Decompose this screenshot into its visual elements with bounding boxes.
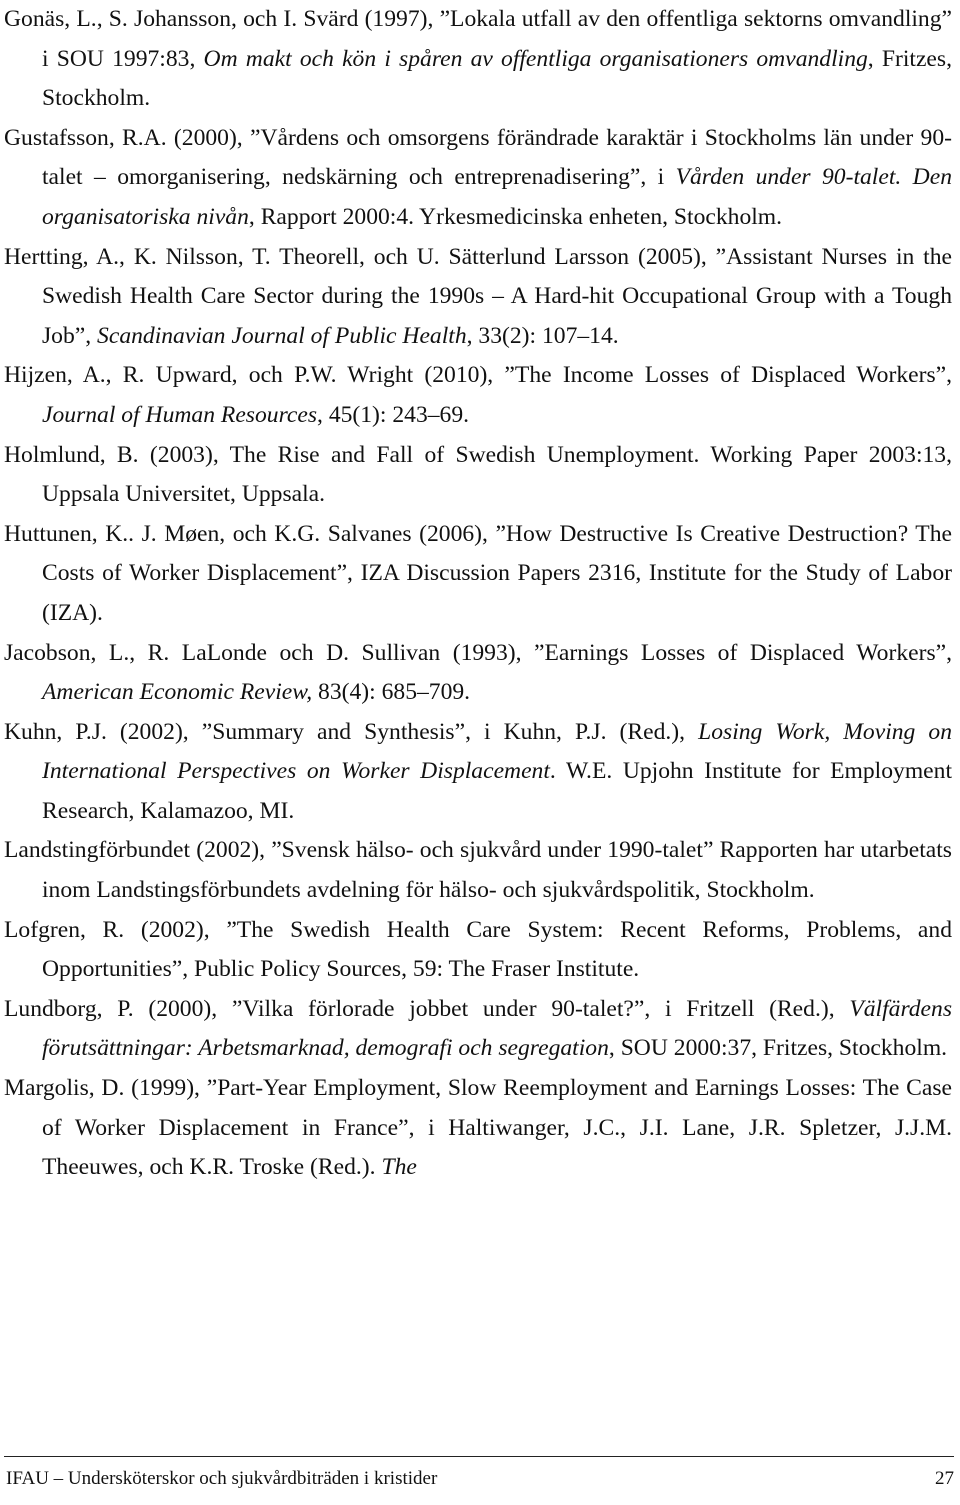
- footer-divider: [4, 1456, 954, 1457]
- reference-hertting: Hertting, A., K. Nilsson, T. Theorell, och U. Sätterlund Larsson (2005), ”Assistant Nurses in the Swedish Health Care Sector during the 1990s – A Hard-hit Occupational Group with a Tough Job”, Scandinavian Journal of Public Health, 33(2): 107–14.: [4, 243, 952, 349]
- reference-lundborg: Lundborg, P. (2000), ”Vilka förlorade jobbet under 90-talet?”, i Fritzell (Red.), Välfärdens förutsättningar: Arbetsmarknad, demografi och segregation, SOU 2000:37, Fritzes, Stockholm.: [4, 995, 952, 1062]
- reference-huttunen: Huttunen, K.. J. Møen, och K.G. Salvanes (2006), ”How Destructive Is Creative Destruction? The Costs of Worker Displacement”, IZA Discussion Papers 2316, Institute for the Study of Labor (IZA).: [4, 520, 952, 626]
- reference-hijzen: Hijzen, A., R. Upward, och P.W. Wright (2010), ”The Income Losses of Displaced Workers”, Journal of Human Resources, 45(1): 243–69.: [4, 362, 952, 428]
- reference-lofgren: Lofgren, R. (2002), ”The Swedish Health Care System: Recent Reforms, Problems, and Opportunities”, Public Policy Sources, 59: The Fraser Institute.: [4, 916, 952, 983]
- reference-list: [4, 0, 952, 1188]
- reference-jacobson: Jacobson, L., R. LaLonde och D. Sullivan (1993), ”Earnings Losses of Displaced Workers”, American Economic Review, 83(4): 685–709.: [4, 639, 952, 706]
- reference-gonas: Gonäs, L., S. Johansson, och I. Svärd (1997), ”Lokala utfall av den offentliga sektorns omvandling” i SOU 1997:83, Om makt och kön i spåren av offentliga organisationers omvandling, Fritzes, Stockholm.: [4, 6, 952, 112]
- footer-title: IFAU – Undersköterskor och sjukvårdbiträden i kristider: [6, 1468, 438, 1489]
- page-footer: [6, 1466, 954, 1492]
- reference-kuhn: Kuhn, P.J. (2002), ”Summary and Synthesis”, i Kuhn, P.J. (Red.), Losing Work, Moving on International Perspectives on Worker Displacement. W.E. Upjohn Institute for Employment Research, Kalamazoo, MI.: [4, 718, 953, 824]
- page-number: 27: [935, 1468, 954, 1489]
- reference-landstingforbundet: Landstingförbundet (2002), ”Svensk hälso- och sjukvård under 1990-talet” Rapporten har utarbetats inom Landstingsförbundets avdelning för hälso- och sjukvårdspolitik, Stockholm.: [4, 837, 952, 904]
- reference-margolis: Margolis, D. (1999), ”Part-Year Employment, Slow Reemployment and Earnings Losses: The Case of Worker Displacement in France”, i Haltiwanger, J.C., J.I. Lane, J.R. Spletzer, J.J.M. Theeuwes, och K.R. Troske (Red.). The: [4, 1075, 952, 1181]
- reference-holmlund: Holmlund, B. (2003), The Rise and Fall of Swedish Unemployment. Working Paper 2003:13, Uppsala Universitet, Uppsala.: [4, 441, 952, 508]
- reference-gustafsson: Gustafsson, R.A. (2000), ”Vårdens och omsorgens förändrade karaktär i Stockholms län under 90-talet – omorganisering, nedskärning och entreprenadisering”, i Vården under 90-talet. Den organisatoriska nivån, Rapport 2000:4. Yrkesmedicinska enheten, Stockholm.: [4, 124, 952, 230]
